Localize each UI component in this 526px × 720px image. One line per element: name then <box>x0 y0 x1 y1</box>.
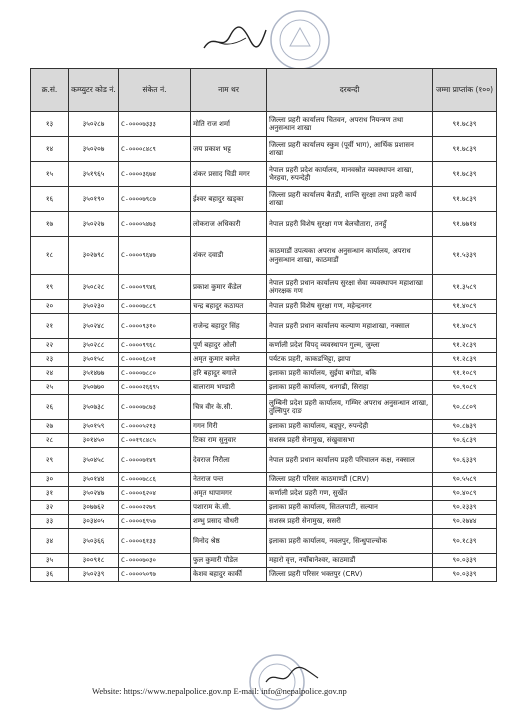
row-sn: २१ <box>31 314 69 339</box>
row-symbol: C-००००६२०४ <box>119 487 191 501</box>
row-total: ९१.२८३९ <box>433 339 497 353</box>
table-header-row <box>31 69 497 112</box>
row-symbol: C-००००९६४७ <box>119 237 191 275</box>
row-post: नेपाल प्रहरी विशेष सुरक्षा गण बेलचौतारा, तनहुँ <box>267 212 433 237</box>
row-sn: २० <box>31 300 69 314</box>
row-name: अमृत कुमार बस्नेत <box>191 353 267 367</box>
row-code: ३५०७७० <box>69 381 119 395</box>
row-symbol: C-००००७८८६ <box>119 473 191 487</box>
row-sn: ३१ <box>31 487 69 501</box>
row-symbol: C-००००५२१३ <box>119 420 191 434</box>
row-symbol: C-००००७०३० <box>119 554 191 568</box>
table-row <box>31 381 497 395</box>
row-code: ३५०२८७ <box>69 112 119 137</box>
row-name: शंकर प्रसाद चिडी मगर <box>191 162 267 187</box>
row-symbol: C-००००६८०१ <box>119 353 191 367</box>
row-code: ३५०२४८ <box>69 314 119 339</box>
row-symbol: C-००००७८८९ <box>119 300 191 314</box>
table-row <box>31 568 497 582</box>
row-sn: १७ <box>31 212 69 237</box>
table-row <box>31 237 497 275</box>
row-name: देवराज निरौला <box>191 448 267 473</box>
row-total: ९१.१०८९ <box>433 367 497 381</box>
row-name: पूर्ण बहादुर ओली <box>191 339 267 353</box>
table-row <box>31 187 497 212</box>
row-sn: २३ <box>31 353 69 367</box>
table-row <box>31 339 497 353</box>
table-row <box>31 487 497 501</box>
row-name: प्रकाश कुमार कँडेल <box>191 275 267 300</box>
row-sn: २६ <box>31 395 69 420</box>
row-post: जिल्ला प्रहरी कार्यालय चितवन, अपराध नियन्त्रण तथा अनुसन्धान शाखा <box>267 112 433 137</box>
row-post: नेपाल प्रहरी प्रधान कार्यालय सुरक्षा सेवा व्यवस्थापन महाशाखा अंगरक्षक गण <box>267 275 433 300</box>
row-code: ३५१९६५ <box>69 162 119 187</box>
table-row <box>31 515 497 529</box>
row-sn: ३० <box>31 473 69 487</box>
row-code: ३५०१५८ <box>69 353 119 367</box>
header-name: नाम थर <box>191 69 267 112</box>
row-code: ३५०८२८ <box>69 275 119 300</box>
row-post: महारो वृत्त, नयाँबानेश्वर, काठमाडौं <box>267 554 433 568</box>
row-total: ९०.२७४४ <box>433 515 497 529</box>
row-sn: २२ <box>31 339 69 353</box>
row-code: ३५०२३० <box>69 300 119 314</box>
row-sn: २५ <box>31 381 69 395</box>
row-name: बालाराम भण्डारी <box>191 381 267 395</box>
row-code: ३५०१४४ <box>69 473 119 487</box>
row-symbol: C-००००५४७३ <box>119 212 191 237</box>
row-sn: ३६ <box>31 568 69 582</box>
row-post: सशस्त्र प्रहरी सेनामुख, ससरी <box>267 515 433 529</box>
row-sn: ३५ <box>31 554 69 568</box>
row-post: इलाका प्रहरी कार्यालय, धनगढी, सिराहा <box>267 381 433 395</box>
row-code: ३५१४७७ <box>69 367 119 381</box>
row-code: ३५०३६६ <box>69 529 119 554</box>
row-post: कर्णाली प्रदेश प्रहरी गण, सुर्खेत <box>267 487 433 501</box>
row-post: जिल्ला प्रहरी परिसर भक्तपुर (CRV) <box>267 568 433 582</box>
table-row <box>31 137 497 162</box>
row-code: ३०१४५० <box>69 434 119 448</box>
header-total: जम्मा प्राप्तांक (१००) <box>433 69 497 112</box>
row-name: चन्द्र बहादुर कठायत <box>191 300 267 314</box>
row-post: इलाका प्रहरी कार्यालय, सितलपाटी, सल्यान <box>267 501 433 515</box>
row-symbol: C-००००९९४६ <box>119 275 191 300</box>
row-post: नेपाल प्रहरी प्रदेश कार्यालय, मानवस्रोत व्यवस्थापन शाखा, भैरहवा, रुपन्देही <box>267 162 433 187</box>
row-post: इलाका प्रहरी कार्यालय, नवलपुर, सिन्धुपाल्चोक <box>267 529 433 554</box>
table-row <box>31 212 497 237</box>
row-name: शंकर दवाडी <box>191 237 267 275</box>
row-post: इलाका प्रहरी कार्यालय, सुईया बगोडा, बकि <box>267 367 433 381</box>
row-name: अमृत थापामगर <box>191 487 267 501</box>
table-row <box>31 529 497 554</box>
table-row <box>31 275 497 300</box>
header-sn: क्र.सं. <box>31 69 69 112</box>
row-code: ३०३४०५ <box>69 515 119 529</box>
row-sn: १९ <box>31 275 69 300</box>
table-row <box>31 501 497 515</box>
row-code: ३५०२२७ <box>69 212 119 237</box>
row-name: पशाराम के.सी. <box>191 501 267 515</box>
row-code: ३५०२४७ <box>69 487 119 501</box>
row-total: ९०.०३३९ <box>433 554 497 568</box>
row-symbol: C-००००७८८० <box>119 367 191 381</box>
row-post: लुम्बिनी प्रदेश प्रहरी कार्यालय, गम्भिर अपराध अनुसन्धान शाखा, तुल्सिपुर दाङ <box>267 395 433 420</box>
table-row <box>31 112 497 137</box>
row-post: जिल्ला प्रहरी कार्यालय बैतडी, शान्ति सुरक्षा तथा प्रहरी कार्य शाखा <box>267 187 433 212</box>
table-row <box>31 367 497 381</box>
row-total: ९०.६३३९ <box>433 448 497 473</box>
row-symbol: C-००००९३१० <box>119 314 191 339</box>
row-code: ३०२७९८ <box>69 237 119 275</box>
row-post: नेपाल प्रहरी प्रधान कार्यालय कल्याण महाशाखा, नक्साल <box>267 314 433 339</box>
row-total: ९०.५५८९ <box>433 473 497 487</box>
row-sn: १५ <box>31 162 69 187</box>
row-symbol: C-००००८४८९ <box>119 137 191 162</box>
row-post: पर्यटक प्रहरी, काकडभिट्टा, झापा <box>267 353 433 367</box>
row-total: ९१.७७१४ <box>433 212 497 237</box>
nepal-police-seal-icon <box>268 8 332 72</box>
table-row <box>31 473 497 487</box>
row-name: लोकराज अधिकारी <box>191 212 267 237</box>
header-post: दरबन्दी <box>267 69 433 112</box>
row-symbol: C-००००७८७३ <box>119 395 191 420</box>
row-symbol: C-००१९८४८५ <box>119 434 191 448</box>
row-total: ९०.०३३९ <box>433 568 497 582</box>
table-row <box>31 448 497 473</box>
header-code: कम्प्युटर कोड नं. <box>69 69 119 112</box>
row-total: ९१.७८३९ <box>433 162 497 187</box>
row-post: कर्णाली प्रदेश विपद् व्यवस्थापन गुल्म, जुम्ला <box>267 339 433 353</box>
row-total: ९१.३५८९ <box>433 275 497 300</box>
row-code: ३५०४५८ <box>69 448 119 473</box>
row-sn: ३४ <box>31 529 69 554</box>
row-post: काठमाडौं उपत्यका अपराध अनुसन्धान कार्यालय, अपराध अनुसन्धान शाखा, काठमाडौं <box>267 237 433 275</box>
row-post: सशस्त्र प्रहरी सेनामुख, संखुवासभा <box>267 434 433 448</box>
row-post: जिल्ला प्रहरी कार्यालय स्कुम (पूर्वी भाग), आर्थिक प्रशासन शाखा <box>267 137 433 162</box>
row-symbol: C-००००६९५७ <box>119 515 191 529</box>
table-row <box>31 300 497 314</box>
row-total: ९१.२८३९ <box>433 353 497 367</box>
row-sn: ३३ <box>31 515 69 529</box>
row-post: जिल्ला प्रहरी परिसर काठमाण्डौं (CRV) <box>267 473 433 487</box>
row-total: ९१.४०८९ <box>433 314 497 339</box>
row-total: ९१.७८३९ <box>433 112 497 137</box>
signature-icon <box>200 22 270 56</box>
row-name: केशव बहादुर कार्की <box>191 568 267 582</box>
row-total: ९१.४०८९ <box>433 300 497 314</box>
row-name: टिका राम सुनुवार <box>191 434 267 448</box>
row-post: इलाका प्रहरी कार्यालय, बड्घुर, रुपन्देही <box>267 420 433 434</box>
row-code: ३५०१५९ <box>69 420 119 434</box>
row-sn: १४ <box>31 137 69 162</box>
row-sn: २८ <box>31 434 69 448</box>
row-total: ९०.२३३९ <box>433 501 497 515</box>
table-body <box>31 112 497 582</box>
row-name: नेतराज पन्त <box>191 473 267 487</box>
table-row <box>31 353 497 367</box>
row-name: गगन गिरी <box>191 420 267 434</box>
row-post: नेपाल प्रहरी विशेष सुरक्षा गण, महेन्द्रनगर <box>267 300 433 314</box>
row-code: ३५०१९० <box>69 187 119 212</box>
row-total: ९१.७८३९ <box>433 187 497 212</box>
row-code: ३०७७६२ <box>69 501 119 515</box>
row-name: फुल कुमारी पौडेल <box>191 554 267 568</box>
row-name: हरि बहादुर बगाले <box>191 367 267 381</box>
row-sn: ३२ <box>31 501 69 515</box>
table-row <box>31 434 497 448</box>
table-row <box>31 420 497 434</box>
row-sn: १६ <box>31 187 69 212</box>
row-symbol: C-००००९९६८ <box>119 339 191 353</box>
row-total: ९०.४०८९ <box>433 487 497 501</box>
row-code: ३५०२३९ <box>69 568 119 582</box>
header-symbol: संकेत नं. <box>119 69 191 112</box>
row-name: मिनोद श्रेष्ठ <box>191 529 267 554</box>
row-sn: २७ <box>31 420 69 434</box>
row-symbol: C-००००३६७४ <box>119 162 191 187</box>
row-total: ९०.८८०९ <box>433 395 497 420</box>
row-symbol: C-००००७३३३ <box>119 112 191 137</box>
table-row <box>31 554 497 568</box>
row-sn: २९ <box>31 448 69 473</box>
row-symbol: C-००००२६६९५ <box>119 381 191 395</box>
row-symbol: C-००००७१४९ <box>119 448 191 473</box>
table-row <box>31 395 497 420</box>
row-total: ९०.१८३९ <box>433 529 497 554</box>
row-code: ३५०७३८ <box>69 395 119 420</box>
row-total: ९०.८७३९ <box>433 420 497 434</box>
row-sn: १३ <box>31 112 69 137</box>
row-total: ९०.६८३९ <box>433 434 497 448</box>
row-name: शम्भु प्रसाद चौधरी <box>191 515 267 529</box>
row-post: नेपाल प्रहरी प्रधान कार्यालय प्रहरी परिचालन कक्ष, नक्साल <box>267 448 433 473</box>
table-row <box>31 162 497 187</box>
row-sn: १८ <box>31 237 69 275</box>
result-table <box>30 68 497 582</box>
table-row <box>31 314 497 339</box>
row-name: राजेन्द्र बहादुर सिंह <box>191 314 267 339</box>
row-code: ३५०२८८ <box>69 339 119 353</box>
row-name: मोति राज शर्मा <box>191 112 267 137</box>
row-total: ९०.९०८९ <box>433 381 497 395</box>
row-name: ईश्वर बहादुर खड्का <box>191 187 267 212</box>
row-sn: २४ <box>31 367 69 381</box>
row-symbol: C-००००६१३३ <box>119 529 191 554</box>
row-name: चित्र वीर के.सी. <box>191 395 267 420</box>
row-code: ३५०२०७ <box>69 137 119 162</box>
row-name: जय प्रकाश भट्ट <box>191 137 267 162</box>
row-total: ९१.७८३९ <box>433 137 497 162</box>
row-symbol: C-००००५०९७ <box>119 568 191 582</box>
footer-contact: Website: https://www.nepalpolice.gov.np E-mail: info@nepalpolice.gov.np <box>92 686 347 696</box>
row-total: ९१.५३३९ <box>433 237 497 275</box>
row-code: ३००९१८ <box>69 554 119 568</box>
row-symbol: C-००००२२७९ <box>119 501 191 515</box>
row-symbol: C-००००७९८७ <box>119 187 191 212</box>
